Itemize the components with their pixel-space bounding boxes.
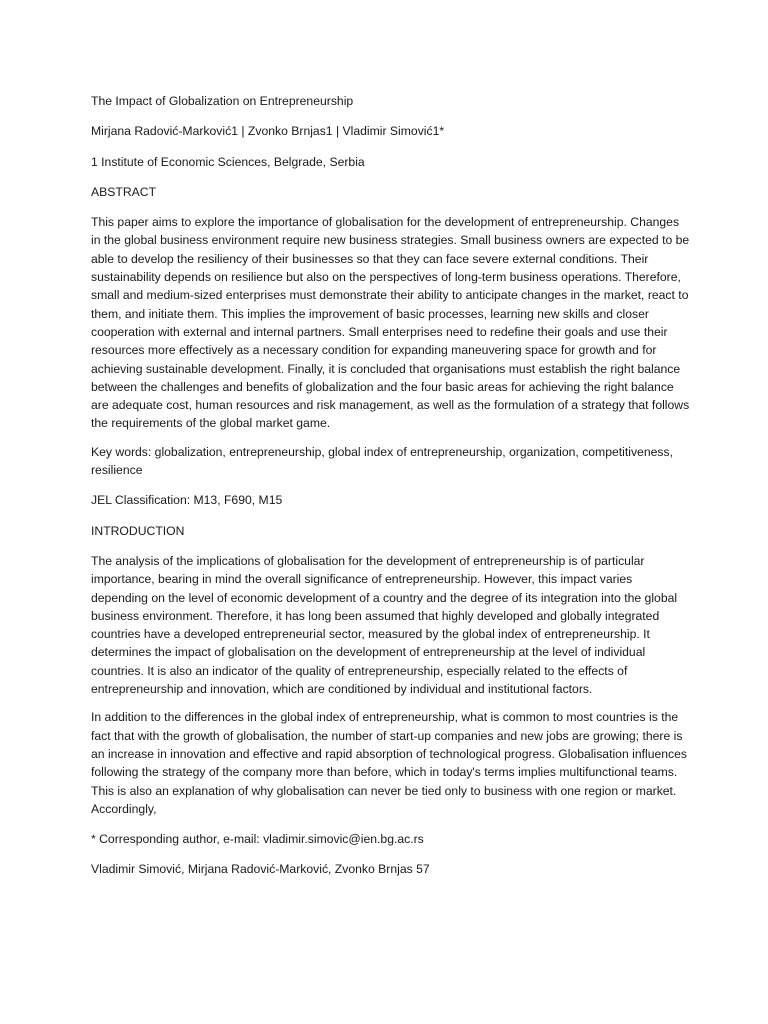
affiliation-line: 1 Institute of Economic Sciences, Belgrade, Serbia: [91, 154, 365, 169]
introduction-paragraph-2: In addition to the differences in the global index of entrepreneurship, what is common to most countries is the fact that with the growth of globalisation, the number of start-up companies and new jobs are growing; there is an increase in innovation and effective and rapid absorption of technological progress. Globalisation influences following the strategy of the company more than before, which in today's terms implies multifunctional teams. This is also an explanation of why globalisation can never be tied only to business with one region or market. Accordingly,: [91, 710, 687, 816]
authors-line: Mirjana Radović-Marković1 | Zvonko Brnjas1 | Vladimir Simović1*: [91, 124, 445, 139]
abstract-text: This paper aims to explore the importance of globalisation for the development of entrepreneurship. Changes in the global business environment require new business strategies. Small business owners are expected to be able to develop the resiliency of their businesses so that they can face severe external conditions. Their sustainability depends on resilience but also on the perspectives of long-term business operations. Therefore, small and medium-sized enterprises must demonstrate their ability to anticipate changes in the market, react to them, and initiate them. This implies the improvement of basic processes, learning new skills and closer cooperation with external and internal partners. Small enterprises need to redefine their goals and use their resources more effectively as a necessary condition for expanding maneuvering space for growth and for achieving sustainable development. Finally, it is concluded that organisations must establish the right balance between the challenges and benefits of globalization and the four basic areas for achieving the right balance are adequate cost, human resources and risk management, as well as the formulation of a strategy that follows the requirements of the global market game.: [91, 215, 690, 431]
paper-title: The Impact of Globalization on Entrepreneurship: [91, 94, 354, 108]
introduction-heading: INTRODUCTION: [91, 523, 185, 538]
footnote-corresponding-author: * Corresponding author, e-mail: vladimir.simovic@ien.bg.ac.rs: [91, 832, 424, 847]
abstract-heading: ABSTRACT: [91, 184, 157, 199]
introduction-paragraph-1: The analysis of the implications of globalisation for the development of entrepreneurship is of particular importance, bearing in mind the overall significance of entrepreneurship. However, this impact varies depending on the level of economic development of a country and the degree of its integration into the global business environment. Therefore, it has long been assumed that highly developed and globally integrated countries have a developed entrepreneurial sector, measured by the global index of entrepreneurship. It determines the impact of globalisation on the development of entrepreneurship at the level of individual countries. It is also an indicator of the quality of entrepreneurship, especially related to the effects of entrepreneurship and innovation, which are conditioned by individual and institutional factors.: [91, 553, 678, 697]
paper-page: [91, 92, 691, 879]
running-footer: Vladimir Simović, Mirjana Radović-Marković, Zvonko Brnjas 57: [91, 862, 430, 877]
jel-classification: JEL Classification: M13, F690, M15: [91, 493, 283, 508]
keywords-line: Key words: globalization, entrepreneurship, global index of entrepreneurship, organization, competitiveness, resilience: [91, 444, 673, 478]
